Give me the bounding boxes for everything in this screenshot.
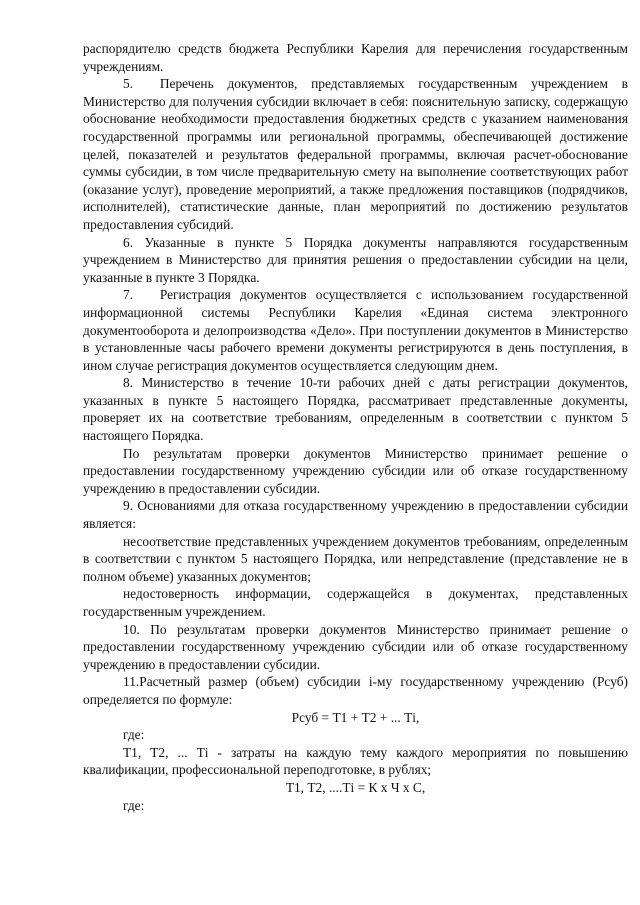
- paragraph-8: 8. Министерство в течение 10-ти рабочих дней с даты регистрации документов, указанных в пункте 5 настоящего Порядка, рассматривает представленные документы, проверяет их на соответствие требованиям, определенным в соответствии с пунктом 5 настоящего Порядка.: [83, 375, 628, 444]
- paragraph-9-reason-1: несоответствие представленных учреждением документов требованиям, определенным в соответствии с пунктом 5 настоящего Порядка, или непредставление (представление не в полном объеме) указанных документов;: [83, 533, 628, 584]
- paragraph-5: 5. Перечень документов, представляемых государственным учреждением в Министерство для получения субсидии включает в себя: пояснительную записку, содержащую обоснование необходимости предоставления бюджетных средств с указанием наименования государственной программы или региональной программы, обеспечивающей достижение целей, показателей и результатов федеральной программы, включая расчет-обоснование суммы субсидии, в том числе предварительную смету на выполнение соответствующих работ (оказание услуг), проведение мероприятий, а также предложения поставщиков (подрядчиков, исполнителей), статистические данные, план мероприятий по достижению результатов предоставления субсидий.: [83, 76, 628, 232]
- paragraph-6: 6. Указанные в пункте 5 Порядка документы направляются государственным учреждением в Министерство для принятия решения о предоставлении субсидии на цели, указанные в пункте 3 Порядка.: [83, 234, 628, 285]
- paragraph-continuation: распорядителю средств бюджета Республики Карелия для перечисления государственным учреждениям.: [83, 41, 628, 74]
- paragraph-t-definition: Т1, Т2, ... Тi - затраты на каждую тему каждого мероприятия по повышению квалификации, профессиональной переподготовке, в рублях;: [83, 744, 628, 778]
- formula-subsidy: Рсуб = Т1 + Т2 + ... Тi,: [291, 709, 420, 725]
- paragraph-11: 11.Расчетный размер (объем) субсидии i-му государственному учреждению (Рсуб) определяется по формуле:: [83, 674, 628, 707]
- paragraph-9-reason-2: недостоверность информации, содержащейся в документах, представленных государственным учреждением.: [83, 586, 628, 619]
- paragraph-9: 9. Основаниями для отказа государственному учреждению в предоставлении субсидии является:: [83, 498, 628, 532]
- where-label-2: где:: [123, 797, 145, 813]
- paragraph-8-decision: По результатам проверки документов Министерство принимает решение о предоставлении государственному учреждению субсидии или об отказе государственному учреждению в предоставлении субсидии.: [83, 445, 628, 496]
- paragraph-10: 10. По результатам проверки документов Министерство принимает решение о предоставлении государственному учреждению субсидии или об отказе государственному учреждению в предоставлении субсидии.: [83, 621, 628, 672]
- where-label-1: где:: [123, 727, 145, 743]
- formula-costs: Т1, Т2, ....Тi = К х Ч х С,: [285, 779, 426, 795]
- paragraph-7: 7. Регистрация документов осуществляется с использованием государственной информационной системы Республики Карелия «Единая система электронного документооборота и делопроизводства «Дело». При поступлении документов в Министерство в установленные часы рабочего времени документы регистрируются в день поступления, в ином случае регистрация документов осуществляется следующим днем.: [83, 287, 628, 373]
